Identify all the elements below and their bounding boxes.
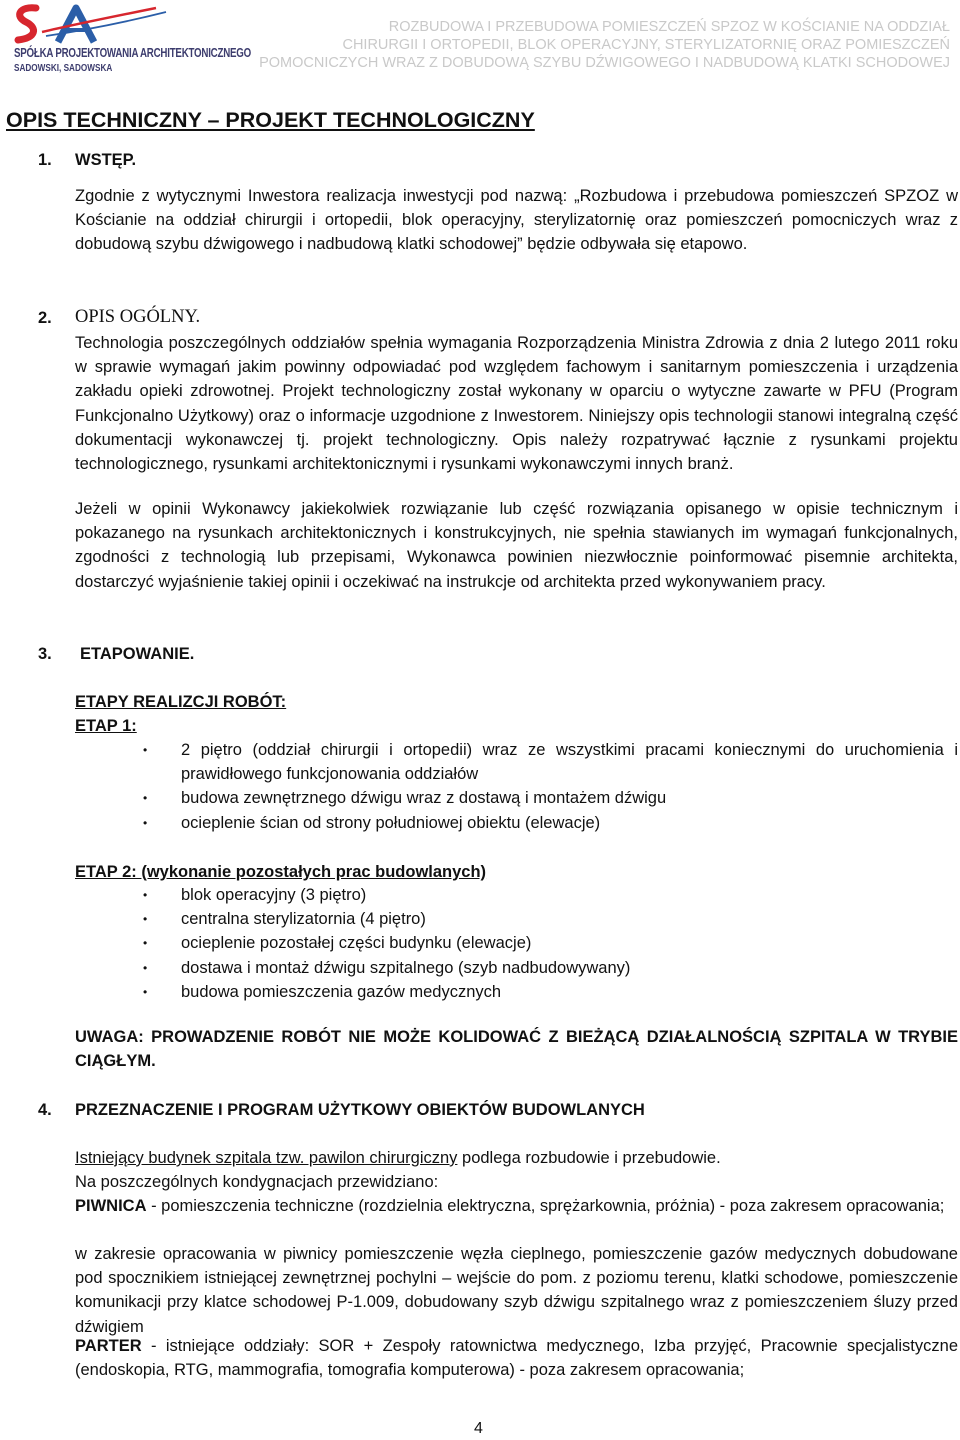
bullet-icon: • bbox=[143, 743, 148, 757]
page-header bbox=[0, 0, 960, 80]
stage-2-label: ETAP 2: (wykonanie pozostałych prac budowlanych) bbox=[75, 863, 487, 881]
project-title-line: CHIRURGII I ORTOPEDII, BLOK OPERACYJNY, STERYLIZATORNIĘ ORAZ POMIESZCZEŃ bbox=[342, 37, 950, 53]
bullet-icon: • bbox=[143, 936, 148, 951]
section-4-heading: PRZEZNACZENIE I PROGRAM UŻYTKOWY OBIEKTÓW BUDOWLANYCH bbox=[75, 1101, 645, 1119]
bullet-icon: • bbox=[143, 984, 148, 999]
stage-2-list bbox=[75, 883, 958, 1004]
section-1-number: 1. bbox=[38, 151, 52, 169]
logo-owners: SADOWSKI, SADOWSKA bbox=[14, 62, 113, 74]
section-3-number: 3. bbox=[38, 645, 52, 663]
list-item: • dostawa i montaż dźwigu szpitalnego (szyb nadbudowywany) bbox=[75, 956, 958, 980]
basement-text: - pomieszczenia techniczne (rozdzielnia elektryczna, sprężarkownia, próżnia) - poza zakresem opracowania; bbox=[146, 1197, 945, 1215]
project-title-line: POMOCNICZYCH WRAZ Z DOBUDOWĄ SZYBU DŹWIGOWEGO I NADBUDOWĄ KLATKI SCHODOWEJ bbox=[259, 55, 950, 71]
section-3-heading: ETAPOWANIE. bbox=[80, 645, 195, 663]
stages-heading: ETAPY REALIZCJI ROBÓT: bbox=[75, 693, 287, 711]
warning-note: UWAGA: PROWADZENIE ROBÓT NIE MOŻE KOLIDOWAĆ Z BIEŻĄCĄ DZIAŁALNOŚCIĄ SZPITALA W TRYBIE CIĄGŁYM. bbox=[75, 1028, 958, 1071]
bullet-icon: • bbox=[143, 791, 148, 806]
building-name: Istniejący budynek szpitala tzw. pawilon chirurgiczny bbox=[75, 1149, 458, 1167]
ground-floor-label: PARTER bbox=[75, 1337, 142, 1355]
ground-floor-text: - istniejące oddziały: SOR + Zespoły ratownictwa medycznego, Izba przyjęć, Pracownie specjalistyczne (endoskopia, RTG, mammografia, tomografia komputerowa) - poza zakresem opracowania; bbox=[75, 1337, 958, 1380]
section-4-intro bbox=[75, 1146, 958, 1170]
section-4-floors-intro: Na poszczególnych kondygnacjach przewidziano: bbox=[75, 1173, 439, 1191]
stage-1-list bbox=[75, 738, 958, 835]
logo-company-name: SPÓŁKA PROJEKTOWANIA ARCHITEKTONICZNEGO bbox=[14, 46, 251, 60]
list-item: • blok operacyjny (3 piętro) bbox=[75, 883, 958, 907]
project-title-line: ROZBUDOWA I PRZEBUDOWA POMIESZCZEŃ SPZOZ W KOŚCIANIE NA ODDZIAŁ bbox=[388, 19, 950, 35]
section-1-heading: WSTĘP. bbox=[75, 151, 137, 169]
project-title bbox=[259, 18, 950, 72]
bullet-icon: • bbox=[143, 912, 148, 927]
basement-paragraph bbox=[75, 1194, 958, 1218]
bullet-icon: • bbox=[143, 888, 148, 902]
ground-floor-paragraph bbox=[75, 1334, 958, 1382]
stage-1-label: ETAP 1: bbox=[75, 717, 137, 735]
intro-rest: podlega rozbudowie i przebudowie. bbox=[457, 1149, 721, 1167]
section-2-number: 2. bbox=[38, 309, 52, 327]
logo-graphic bbox=[6, 2, 206, 48]
list-item: • ocieplenie pozostałej części budynku (elewacje) bbox=[75, 931, 958, 955]
section-2-heading: OPIS OGÓLNY. bbox=[75, 307, 201, 327]
section-1-text: Zgodnie z wytycznymi Inwestora realizacja inwestycji pod nazwą: „Rozbudowa i przebudowa pomieszczeń SPZOZ w Kościanie na oddział chirurgii i ortopedii, blok operacyjny, sterylizatornię oraz pomieszczeń pomocniczych wraz z dobudową szybu dźwigowego i nadbudową klatki schodowej” będzie odbywała się etapowo. bbox=[75, 187, 958, 254]
section-2-text-contractor: Jeżeli w opinii Wykonawcy jakiekolwiek rozwiązanie lub część rozwiązania opisanego w opisie technicznym i pokazanego na rysunkach architektonicznych i konstrukcyjnych, nie spełnia stawianych im wymagań funkcjonalnych, zgodności z technologią lub przepisami, Wykonawca powinien niezwłocznie poinformować pisemnie architekta, dostarczyć wyjaśnienie takiej opinii i oczekiwać na instrukcje od architekta przed wykonywaniem pracy. bbox=[75, 500, 958, 591]
basement-label: PIWNICA bbox=[75, 1197, 147, 1215]
company-logo bbox=[6, 2, 251, 78]
list-item: • 2 piętro (oddział chirurgii i ortopedii) wraz ze wszystkimi pracami koniecznymi do uruchomienia i prawidłowego funkcjonowania oddziałów bbox=[75, 738, 958, 786]
section-4-number: 4. bbox=[38, 1101, 52, 1119]
list-item: • centralna sterylizatornia (4 piętro) bbox=[75, 907, 958, 931]
list-item: • budowa zewnętrznego dźwigu wraz z dostawą i montażem dźwigu bbox=[75, 786, 958, 810]
bullet-icon: • bbox=[143, 960, 148, 975]
list-item: • ocieplenie ścian od strony południowej obiektu (elewacje) bbox=[75, 811, 958, 835]
basement-scope-paragraph: w zakresie opracowania w piwnicy pomieszczenie węzła cieplnego, pomieszczenie gazów medycznych dobudowane pod spocznikiem istniejącej zewnętrznej pochylni – wejście do pom. z poziomu terenu, klatki schodowe, pomieszczenie komunikacji przy klatce schodowej P-1.009, dobudowany szyb dźwigu szpitalnego wraz z pomieszczeniem śluzy przed dźwigiem bbox=[75, 1245, 958, 1336]
list-item: • budowa pomieszczenia gazów medycznych bbox=[75, 980, 958, 1004]
document-title: OPIS TECHNICZNY – PROJEKT TECHNOLOGICZNY bbox=[6, 108, 535, 132]
bullet-icon: • bbox=[143, 815, 148, 830]
page-number: 4 bbox=[474, 1420, 483, 1437]
section-2-text: Technologia poszczególnych oddziałów spełnia wymagania Rozporządzenia Ministra Zdrowia z dnia 2 lutego 2011 roku w sprawie wymagań jakim powinny odpowiadać pod względem fachowym i sanitarnym pomieszczenia i urządzenia zakładu opieki zdrowotnej. Projekt technologiczny został wykonany w oparciu o wytyczne zawarte w PFU (Program Funkcjonalno Użytkowy) oraz o informacje uzgodnione z Inwestorem. Niniejszy opis technologii stanowi integralną część dokumentacji wykonawczej tj. projekt technologiczny. Opis należy rozpatrywać łącznie z rysunkami projektu technologicznego, rysunkami architektonicznymi i rysunkami wykonawczymi innych branż. bbox=[75, 334, 958, 474]
